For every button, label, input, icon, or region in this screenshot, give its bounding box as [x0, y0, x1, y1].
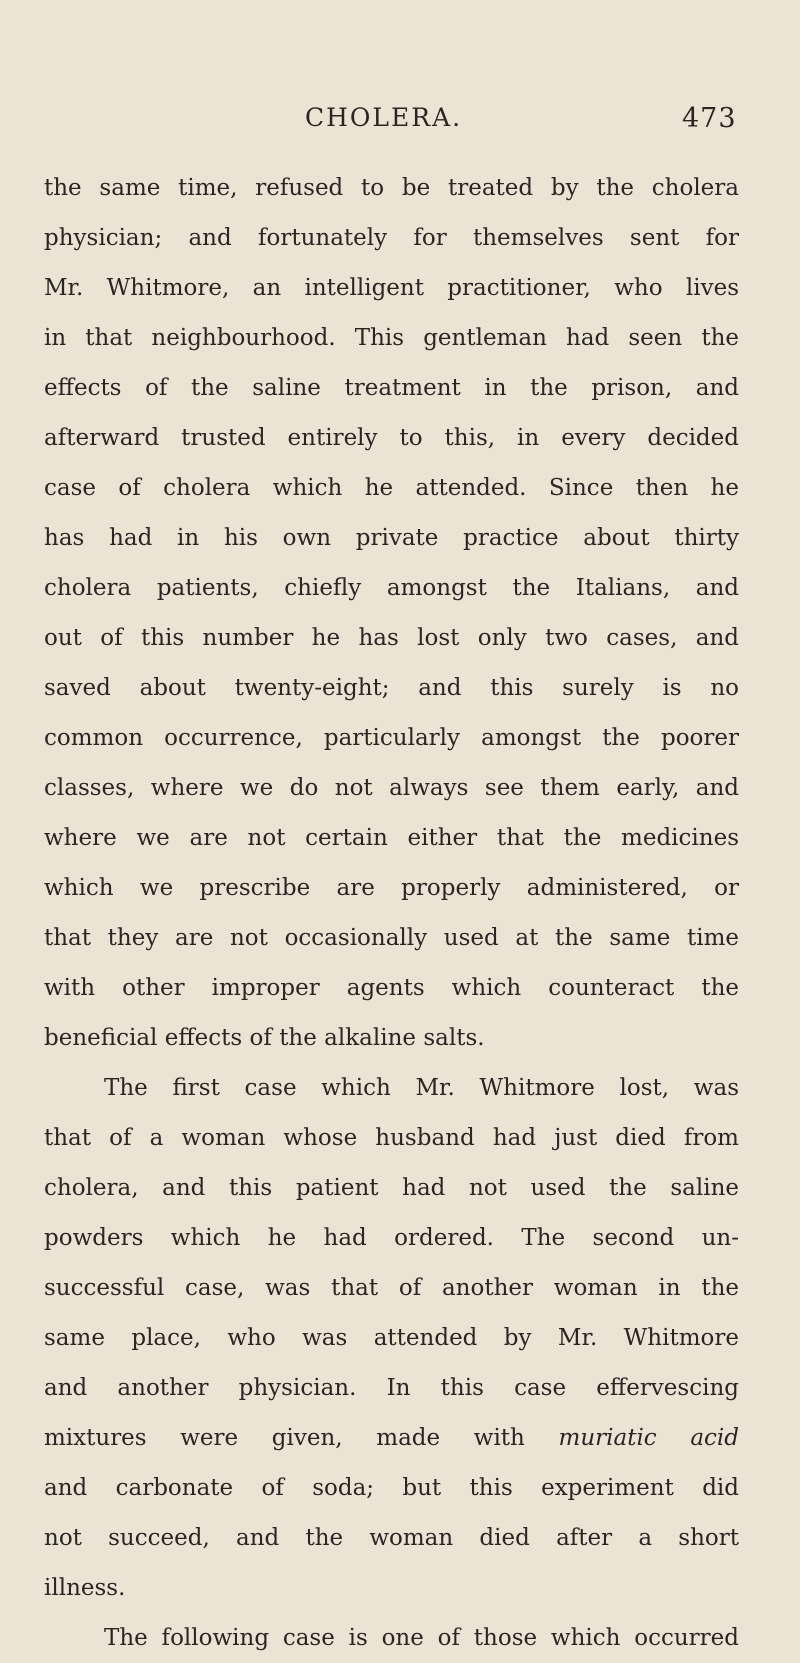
- text-line: cholera patients, chiefly amongst the Italians, and: [44, 575, 739, 601]
- text-line: has had in his own private practice about thirty: [44, 525, 739, 551]
- text-line: cholera, and this patient had not used the saline: [44, 1175, 739, 1201]
- text-line: out of this number he has lost only two cases, and: [44, 625, 739, 651]
- text-line: powders which he had ordered. The second un-: [44, 1225, 739, 1251]
- text-line: and another physician. In this case effervescing: [44, 1375, 739, 1401]
- page-number: 473: [682, 103, 737, 134]
- text-line: common occurrence, particularly amongst the poorer: [44, 725, 739, 751]
- text-line: afterward trusted entirely to this, in every decided: [44, 425, 739, 451]
- text-line: not succeed, and the woman died after a short: [44, 1525, 739, 1551]
- text-line: [44, 1413, 739, 1463]
- text-line: illness.: [44, 1575, 126, 1601]
- text-line: and carbonate of soda; but this experiment did: [44, 1475, 739, 1501]
- running-head: [0, 103, 800, 143]
- body-text: [44, 163, 739, 1663]
- text-line: The following case is one of those which occurred: [104, 1625, 739, 1651]
- text-line: successful case, was that of another woman in the: [44, 1275, 739, 1301]
- text-line: Mr. Whitmore, an intelligent practitioner, who lives: [44, 275, 739, 301]
- text-line: with other improper agents which counteract the: [44, 975, 739, 1001]
- text-line: which we prescribe are properly administered, or: [44, 875, 739, 901]
- text-line: saved about twenty-eight; and this surely is no: [44, 675, 739, 701]
- text-line: classes, where we do not always see them early, and: [44, 775, 739, 801]
- text-line: that they are not occasionally used at the same time: [44, 925, 739, 951]
- text-line: where we are not certain either that the medicines: [44, 825, 739, 851]
- text-line: the same time, refused to be treated by the cholera: [44, 175, 739, 201]
- text-line: that of a woman whose husband had just died from: [44, 1125, 739, 1151]
- text-line: effects of the saline treatment in the prison, and: [44, 375, 739, 401]
- text-line: in that neighbourhood. This gentleman had seen the: [44, 325, 739, 351]
- text-line: case of cholera which he attended. Since then he: [44, 475, 739, 501]
- text-line: same place, who was attended by Mr. Whitmore: [44, 1325, 739, 1351]
- italic-term: muriatic acid: [558, 1425, 740, 1451]
- running-title: CHOLERA.: [305, 103, 463, 132]
- text-line: beneficial effects of the alkaline salts.: [44, 1025, 485, 1051]
- text-line: The first case which Mr. Whitmore lost, was: [104, 1075, 739, 1101]
- text-segment: mixtures were given, made with: [44, 1425, 525, 1451]
- text-line: physician; and fortunately for themselves sent for: [44, 225, 739, 251]
